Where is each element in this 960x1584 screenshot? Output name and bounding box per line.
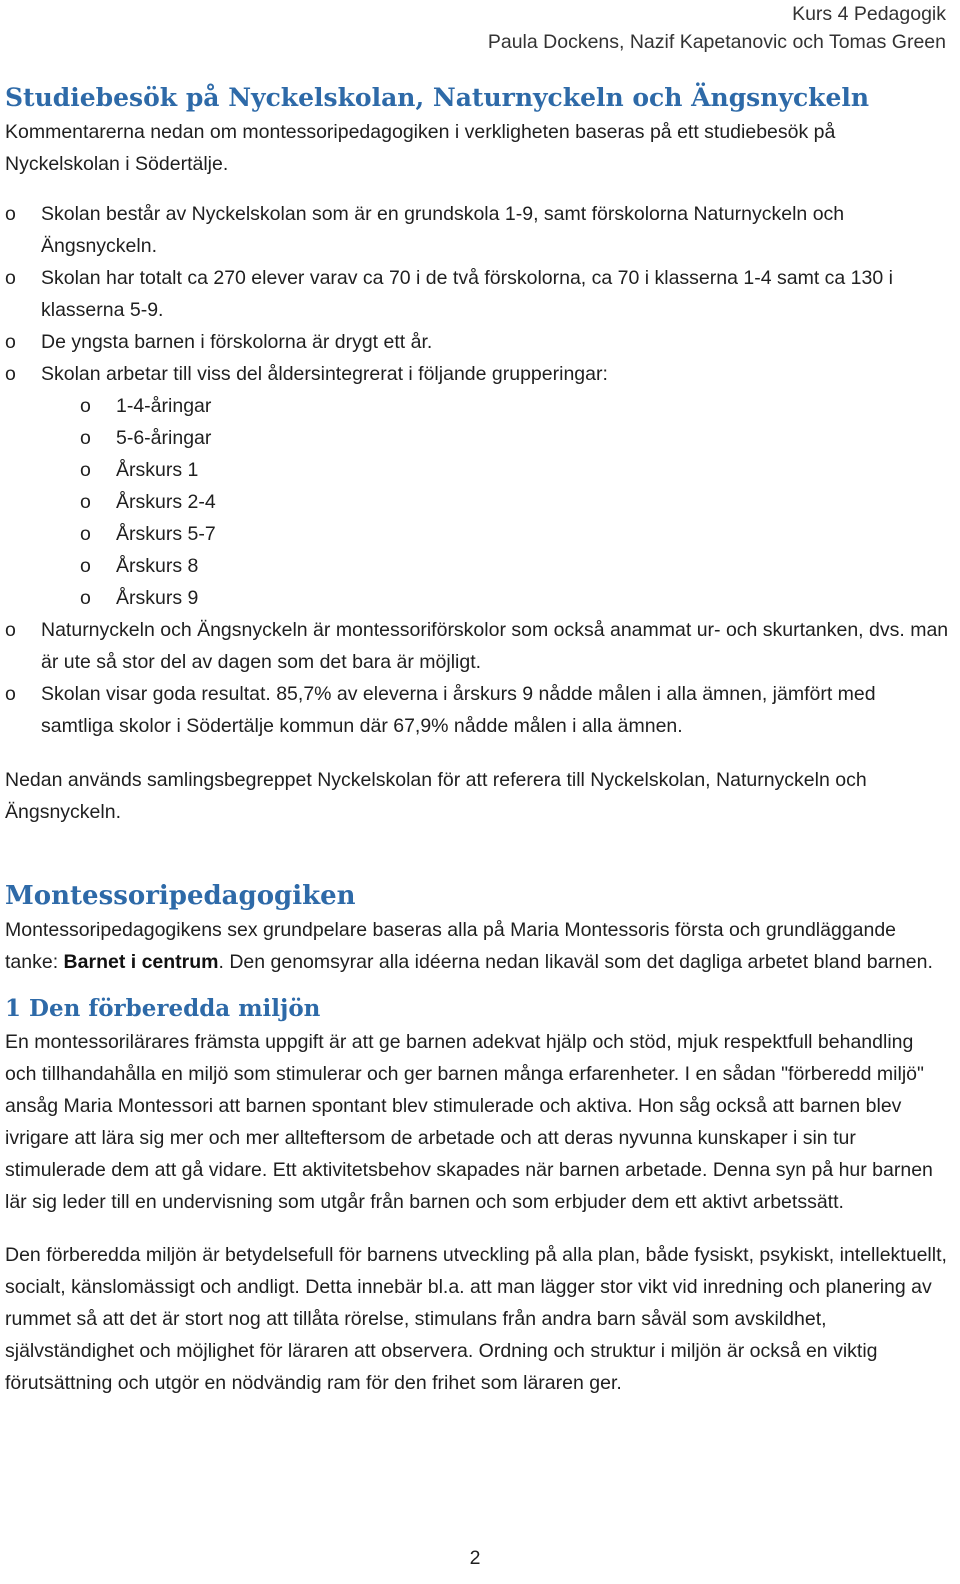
intro-paragraph: Kommentarerna nedan om montessoripedagogiken i verkligheten baseras på ett studiebesök på Nyckelskolan i Södertälje. [5, 121, 836, 175]
montessori-intro-paragraph [5, 914, 950, 978]
page-number: 2 [469, 1547, 481, 1569]
list-item: o Årskurs 9 [41, 582, 950, 614]
document-body [5, 80, 950, 1399]
heading-montessoripedagogiken: Montessoripedagogiken [5, 881, 356, 911]
groupings-list [41, 390, 950, 614]
list-item: o Årskurs 5-7 [41, 518, 950, 550]
list-item: o Årskurs 2-4 [41, 486, 950, 518]
list-item: o Skolan visar goda resultat. 85,7% av eleverna i årskurs 9 nådde målen i alla ämnen, jämfört med samtliga skolor i Södertälje kommun där 67,9% nådde målen i alla ämnen. [5, 678, 950, 742]
heading-studiebesok: Studiebesök på Nyckelskolan, Naturnyckeln och Ängsnyckeln [5, 83, 870, 112]
list-item: o 1-4-åringar [41, 390, 950, 422]
list-item: o 5-6-åringar [41, 422, 950, 454]
list-item: o Skolan består av Nyckelskolan som är en grundskola 1-9, samt förskolorna Naturnyckeln och Ängsnyckeln. [5, 198, 950, 262]
intro-text-bold: Barnet i centrum [63, 951, 219, 973]
page-header [488, 0, 946, 56]
list-item: o Årskurs 1 [41, 454, 950, 486]
list-item: o Årskurs 8 [41, 550, 950, 582]
list-item-groupings [5, 358, 950, 614]
header-authors: Paula Dockens, Nazif Kapetanovic och Tomas Green [487, 31, 946, 53]
list-item: o De yngsta barnen i förskolorna är drygt ett år. [5, 326, 950, 358]
intro-text-start: Montessoripedagogikens sex grundpelare baseras alla på Maria Montessoris första och grundläggande tanke: [5, 919, 897, 973]
intro-text-end: . Den genomsyrar alla idéerna nedan likaväl som det dagliga arbetet bland barnen. [218, 951, 933, 973]
environment-paragraph-1: En montessorilärares främsta uppgift är att ge barnen adekvat hjälp och stöd, mjuk respektfull behandling och tillhandahålla en miljö som stimulerar och ger barnen många erfarenheter. I en sådan "förberedd miljö" ansåg Maria Montessori att barnen spontant blev stimulerade och aktiva. Hon såg också att barnen blev ivrigare att lära sig mer och mer allteftersom de arbetade och att deras nyvunna kunskaper i sin tur stimulerade dem att gå vidare. Ett aktivitetsbehov skapades när barnen arbetade. Denna syn på hur barnen lär sig leder till en undervisning som utgår från barnen och som erbjuder dem ett aktivt arbetssätt. [5, 1031, 933, 1213]
closing-paragraph: Nedan används samlingsbegreppet Nyckelskolan för att referera till Nyckelskolan, Naturnyckeln och Ängsnyckeln. [5, 769, 867, 823]
header-course: Kurs 4 Pedagogik [792, 3, 946, 25]
list-item: o Skolan har totalt ca 270 elever varav ca 70 i de två förskolorna, ca 70 i klasserna 1-4 samt ca 130 i klasserna 5-9. [5, 262, 950, 326]
list-item: o Naturnyckeln och Ängsnyckeln är montessoriförskolor som också anammat ur- och skurtanken, dvs. man är ute så stor del av dagen som det bara är möjligt. [5, 614, 950, 678]
facts-list [5, 198, 950, 742]
environment-paragraph-2: Den förberedda miljön är betydelsefull för barnens utveckling på alla plan, både fysiskt, psykiskt, intellektuellt, socialt, känslomässigt och andligt. Detta innebär bl.a. att man lägger stor vikt vid inredning och planering av rummet så att det är stort nog att tillåta rörelse, stimulans från andra barn såväl som avskildhet, självständighet och möjlighet för läraren att observera. Ordning och struktur i miljön är också en viktig förutsättning och utgör en nödvändig ram för den frihet som läraren ger. [5, 1244, 947, 1394]
heading-forberedda-miljon: 1 Den förberedda miljön [5, 995, 321, 1022]
groupings-lead: Skolan arbetar till viss del åldersintegrerat i följande grupperingar: [41, 363, 608, 385]
